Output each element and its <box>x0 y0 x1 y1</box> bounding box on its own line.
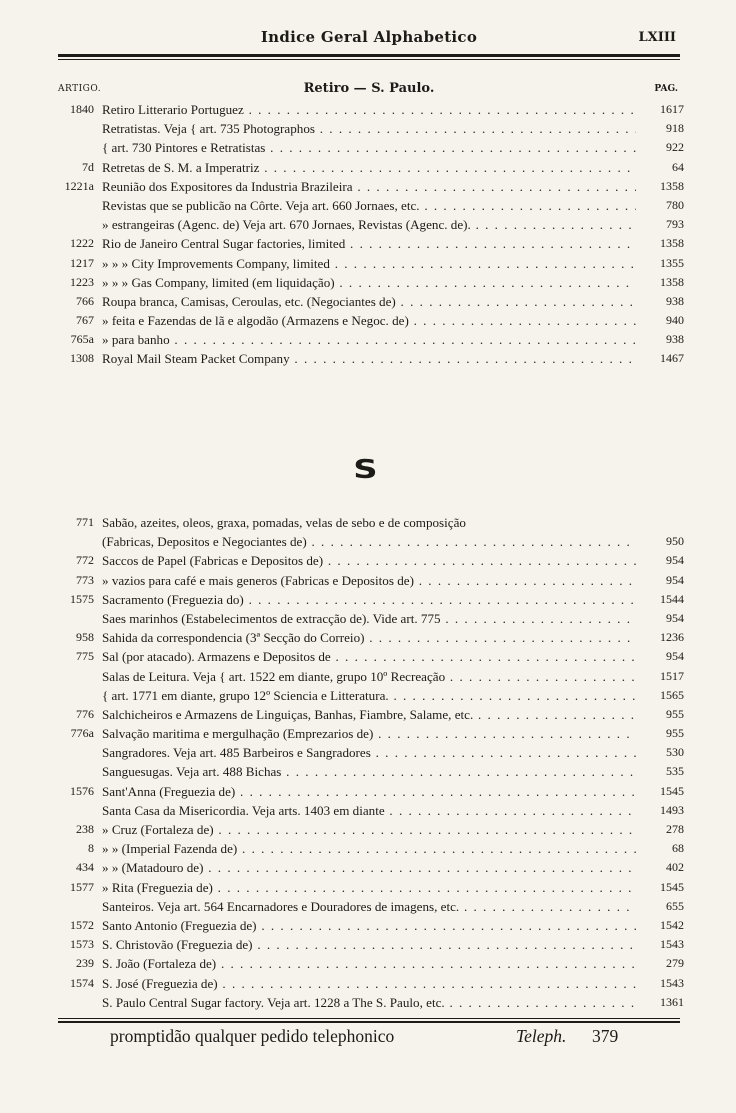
entry-text: » » » Gas Company, limited (em liquidação) . . . <box>102 273 636 292</box>
entry-text: Santo Antonio (Freguezia de) . . . <box>102 916 636 935</box>
entry-page-number: 1361 <box>660 994 684 1009</box>
index-entry <box>58 532 684 551</box>
entry-page-number: 793 <box>666 217 684 232</box>
page-header <box>58 24 680 50</box>
index-entry <box>58 782 684 801</box>
header-rule-thin <box>58 59 680 60</box>
entry-text: Salchicheiros e Armazens de Linguiças, Banhas, Fiambre, Salame, etc. . . . <box>102 705 636 724</box>
entry-page-number: 1467 <box>660 351 684 366</box>
entry-page-number: 1358 <box>660 236 684 251</box>
index-list-s <box>58 513 684 1012</box>
entry-article-number: 773 <box>76 572 94 587</box>
entry-article-number: 1577 <box>70 879 94 894</box>
index-entry <box>58 628 684 647</box>
entry-article-number: 1840 <box>70 102 94 116</box>
index-entry <box>58 724 684 743</box>
article-label: ARTIGO. <box>58 84 102 94</box>
entry-article-number: 8 <box>88 841 94 856</box>
entry-text: » » » City Improvements Company, limited . . . <box>102 254 636 273</box>
entry-article-number: 765a <box>70 332 94 347</box>
footer-teleph-label: Teleph. <box>516 1026 567 1046</box>
index-entry <box>58 667 684 686</box>
entry-text: Sacramento (Freguezia do) . . . <box>102 590 636 609</box>
entry-text: Royal Mail Steam Packet Company . . . <box>102 349 636 368</box>
entry-page-number: 918 <box>666 121 684 136</box>
index-entry <box>58 609 684 628</box>
entry-page-number: 530 <box>666 745 684 760</box>
entry-article-number: 1221a <box>64 178 94 193</box>
index-entry <box>58 513 684 532</box>
entry-text: » estrangeiras (Agenc. de) Veja art. 670 Jornaes, Revistas (Agenc. de). . . . <box>102 215 636 234</box>
entry-page-number: 940 <box>666 313 684 328</box>
entry-page-number: 278 <box>666 822 684 836</box>
entry-article-number: 766 <box>76 293 94 308</box>
entry-text: » » (Imperial Fazenda de) . . . <box>102 839 636 858</box>
index-entry <box>58 196 684 215</box>
entry-article-number: 434 <box>76 860 94 875</box>
index-entry <box>58 590 684 609</box>
entry-text: { art. 730 Pintores e Retratistas . . . <box>102 138 636 157</box>
entry-article-number: 1575 <box>70 591 94 606</box>
entry-page-number: 954 <box>666 610 684 625</box>
entry-text: Retratistas. Veja { art. 735 Photographos . . . <box>102 119 636 138</box>
index-entry <box>58 858 684 877</box>
entry-page-number: 64 <box>672 159 684 174</box>
entry-page-number: 922 <box>666 140 684 155</box>
entry-page-number: 1493 <box>660 802 684 817</box>
entry-article-number: 1222 <box>70 236 94 251</box>
index-entry <box>58 349 684 368</box>
entry-text: Sahida da correspondencia (3ª Secção do Correio) . . . <box>102 628 636 647</box>
index-entry <box>58 820 684 839</box>
entry-text: Sal (por atacado). Armazens e Depositos de . . . <box>102 647 636 666</box>
index-entry <box>58 974 684 993</box>
index-entry <box>58 158 684 177</box>
entry-page-number: 1358 <box>660 274 684 289</box>
column-header <box>58 80 680 98</box>
entry-text: Santa Casa da Misericordia. Veja arts. 1403 em diante . . . <box>102 801 636 820</box>
entry-text: » vazios para café e mais generos (Fabricas e Depositos de) . . . <box>102 571 636 590</box>
entry-text: { art. 1771 em diante, grupo 12º Sciencia e Litteratura. . . . <box>102 686 636 705</box>
index-entry <box>58 551 684 570</box>
entry-article-number: 1574 <box>70 975 94 990</box>
entry-page-number: 1617 <box>660 102 684 116</box>
entry-page-number: 954 <box>666 649 684 664</box>
entry-page-number: 68 <box>672 841 684 856</box>
entry-text: Salvação maritima e mergulhação (Emprezarios de) . . . <box>102 724 636 743</box>
index-entry <box>58 292 684 311</box>
index-list-r <box>58 100 684 369</box>
entry-text: Retretas de S. M. a Imperatriz . . . <box>102 158 636 177</box>
footer-rule-thick <box>58 1021 680 1023</box>
index-entry <box>58 254 684 273</box>
index-entry <box>58 273 684 292</box>
entry-text: » Cruz (Fortaleza de) . . . <box>102 820 636 839</box>
entry-article-number: 958 <box>76 630 94 645</box>
entry-article-number: 1217 <box>70 255 94 270</box>
index-entry <box>58 993 684 1012</box>
entry-article-number: 775 <box>76 649 94 664</box>
entry-text: » para banho . . . <box>102 330 636 349</box>
entry-page-number: 1355 <box>660 255 684 270</box>
entry-text: Revistas que se publicão na Côrte. Veja art. 660 Jornaes, etc. . . . <box>102 196 636 215</box>
entry-article-number: 1573 <box>70 937 94 952</box>
entry-article-number: 238 <box>76 822 94 836</box>
entry-text: Rio de Janeiro Central Sugar factories, limited . . . <box>102 234 636 253</box>
index-entry <box>58 234 684 253</box>
index-entry <box>58 878 684 897</box>
entry-article-number: 772 <box>76 553 94 568</box>
index-entry <box>58 954 684 973</box>
entry-text: » Rita (Freguezia de) . . . <box>102 878 636 897</box>
footer-message: promptidão qualquer pedido telephonico <box>110 1026 395 1046</box>
entry-article-number: 771 <box>76 515 94 529</box>
index-entry <box>58 311 684 330</box>
entry-text: Roupa branca, Camisas, Ceroulas, etc. (Negociantes de) . . . <box>102 292 636 311</box>
entry-page-number: 1543 <box>660 975 684 990</box>
entry-page-number: 955 <box>666 706 684 721</box>
entry-page-number: 938 <box>666 293 684 308</box>
index-entry <box>58 138 684 157</box>
entry-text: S. Christovão (Freguezia de) . . . <box>102 935 636 954</box>
entry-text: S. Paulo Central Sugar factory. Veja art. 1228 a The S. Paulo, etc. . . . <box>102 993 636 1012</box>
page-label: PAG. <box>654 84 678 94</box>
entry-article-number: 1223 <box>70 274 94 289</box>
roman-page-number: LXIII <box>638 30 676 45</box>
index-entry <box>58 686 684 705</box>
entry-page-number: 1358 <box>660 178 684 193</box>
index-entry <box>58 839 684 858</box>
entry-page-number: 954 <box>666 553 684 568</box>
entry-text: Santeiros. Veja art. 564 Encarnadores e Douradores de imagens, etc. . . . <box>102 897 636 916</box>
entry-article-number: 776 <box>76 706 94 721</box>
entry-text: Sanguesugas. Veja art. 488 Bichas . . . <box>102 762 636 781</box>
entry-page-number: 955 <box>666 726 684 741</box>
index-entry <box>58 897 684 916</box>
entry-text: Retiro Litterario Portuguez . . . <box>102 100 636 119</box>
entry-text: S. João (Fortaleza de) . . . <box>102 954 636 973</box>
index-entry <box>58 647 684 666</box>
entry-page-number: 1544 <box>660 591 684 606</box>
entry-text: Sant'Anna (Freguezia de) . . . <box>102 782 636 801</box>
entry-text: Sabão, azeites, oleos, graxa, pomadas, velas de sebo e de composição <box>102 515 466 530</box>
index-entry <box>58 330 684 349</box>
entry-text: Saccos de Papel (Fabricas e Depositos de) . . . <box>102 551 636 570</box>
entry-text: S. José (Freguezia de) . . . <box>102 974 636 993</box>
entry-text: Salas de Leitura. Veja { art. 1522 em diante, grupo 10º Recreação . . . <box>102 667 636 686</box>
entry-article-number: 7d <box>82 159 94 174</box>
entry-text: Sangradores. Veja art. 485 Barbeiros e Sangradores . . . <box>102 743 636 762</box>
index-entry <box>58 100 684 119</box>
entry-article-number: 767 <box>76 313 94 328</box>
index-entry <box>58 801 684 820</box>
index-entry <box>58 177 684 196</box>
index-entry <box>58 743 684 762</box>
entry-page-number: 1545 <box>660 783 684 798</box>
index-entry <box>58 119 684 138</box>
range-title: Retiro — S. Paulo. <box>303 81 435 96</box>
entry-text: » » (Matadouro de) . . . <box>102 858 636 877</box>
entry-text: Reunião dos Expositores da Industria Brazileira . . . <box>102 177 636 196</box>
entry-page-number: 1517 <box>660 668 684 683</box>
entry-article-number: 239 <box>76 956 94 971</box>
entry-page-number: 1542 <box>660 917 684 932</box>
entry-page-number: 938 <box>666 332 684 347</box>
index-entry <box>58 762 684 781</box>
header-rule-thick <box>58 54 680 57</box>
entry-page-number: 1545 <box>660 879 684 894</box>
entry-article-number: 776a <box>70 726 94 741</box>
index-entry <box>58 705 684 724</box>
entry-article-number: 1308 <box>70 351 94 366</box>
index-entry <box>58 571 684 590</box>
entry-page-number: 950 <box>666 534 684 549</box>
entry-page-number: 655 <box>666 898 684 913</box>
entry-text: Saes marinhos (Estabelecimentos de extracção de). Vide art. 775 . . . <box>102 609 636 628</box>
entry-page-number: 954 <box>666 572 684 587</box>
entry-page-number: 535 <box>666 764 684 779</box>
index-entry <box>58 916 684 935</box>
entry-page-number: 1565 <box>660 687 684 702</box>
entry-page-number: 279 <box>666 956 684 971</box>
footer-rule-thin <box>58 1018 680 1019</box>
entry-article-number: 1576 <box>70 783 94 798</box>
entry-text: (Fabricas, Depositos e Negociantes de) . . . <box>102 532 636 551</box>
entry-page-number: 1543 <box>660 937 684 952</box>
entry-page-number: 402 <box>666 860 684 875</box>
entry-text: » feita e Fazendas de lã e algodão (Armazens e Negoc. de) . . . <box>102 311 636 330</box>
section-letter: S <box>353 455 378 485</box>
entry-page-number: 780 <box>666 197 684 212</box>
index-entry <box>58 215 684 234</box>
footer-teleph-number: 379 <box>592 1026 619 1046</box>
entry-page-number: 1236 <box>660 630 684 645</box>
index-entry <box>58 935 684 954</box>
entry-article-number: 1572 <box>70 917 94 932</box>
page-title: Indice Geral Alphabetico <box>260 28 478 46</box>
